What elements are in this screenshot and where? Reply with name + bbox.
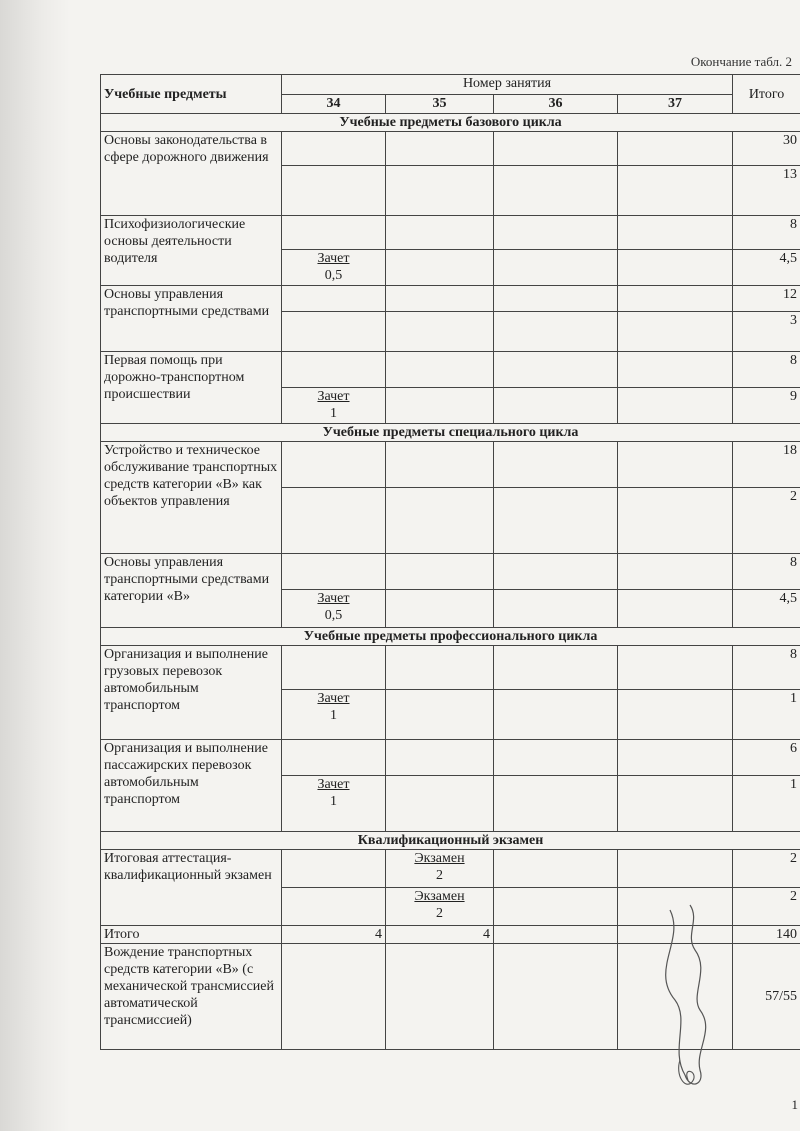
subject-driving: Вождение транспортных средств категории «В» (с механической трансмиссией автоматической трансмиссией) — [101, 944, 282, 1050]
section-basic-cycle: Учебные предметы базового цикла — [101, 114, 800, 132]
total-device-1: 18 — [733, 442, 800, 488]
total-control-1: 12 — [733, 286, 800, 312]
exam-cell-2: Экзамен 2 — [386, 888, 494, 926]
credit-passenger: Зачет 1 — [282, 776, 386, 832]
table-row — [101, 352, 800, 388]
table-row — [101, 554, 800, 590]
total-row-34: 4 — [282, 926, 386, 944]
header-lesson-number: Номер занятия — [282, 75, 733, 95]
table-row — [101, 132, 800, 166]
total-firstaid-2: 9 — [733, 388, 800, 424]
header-lesson-35: 35 — [386, 95, 494, 114]
total-driving: 57/55 — [733, 944, 800, 1050]
schedule-table — [100, 74, 800, 1050]
total-control-b-2: 4,5 — [733, 590, 800, 628]
section-special-cycle: Учебные предметы специального цикла — [101, 424, 800, 442]
subject-control-b: Основы управления транспортными средствами категории «В» — [101, 554, 282, 628]
total-law-1: 30 — [733, 132, 800, 166]
subject-exam: Итоговая аттестация-квалификационный экзамен — [101, 850, 282, 926]
total-passenger-2: 1 — [733, 776, 800, 832]
section-qualification-exam: Квалификационный экзамен — [101, 832, 800, 850]
total-control-2: 3 — [733, 312, 800, 352]
table-row — [101, 944, 800, 1050]
table-row — [101, 740, 800, 776]
total-psych-2: 4,5 — [733, 250, 800, 286]
total-row-35: 4 — [386, 926, 494, 944]
table-row-total — [101, 926, 800, 944]
subject-psych: Психофизиологические основы деятельности водителя — [101, 216, 282, 286]
total-row-label: Итого — [101, 926, 282, 944]
section-professional-cycle: Учебные предметы профессионального цикла — [101, 628, 800, 646]
table-row — [101, 442, 800, 488]
total-psych-1: 8 — [733, 216, 800, 250]
credit-control-b: Зачет 0,5 — [282, 590, 386, 628]
table-row — [101, 646, 800, 690]
total-exam-1: 2 — [733, 850, 800, 888]
header-subjects: Учебные предметы — [101, 75, 282, 114]
header-lesson-37: 37 — [618, 95, 733, 114]
total-control-b-1: 8 — [733, 554, 800, 590]
header-lesson-36: 36 — [494, 95, 618, 114]
total-exam-2: 2 — [733, 888, 800, 926]
table-row — [101, 850, 800, 888]
scan-edge-shadow — [0, 0, 70, 1131]
table-row — [101, 216, 800, 250]
table-row — [101, 286, 800, 312]
exam-cell-1: Экзамен 2 — [386, 850, 494, 888]
subject-law: Основы законодательства в сфере дорожного движения — [101, 132, 282, 216]
total-passenger-1: 6 — [733, 740, 800, 776]
total-cargo-1: 8 — [733, 646, 800, 690]
table-continuation-note: Окончание табл. 2 — [690, 54, 792, 69]
subject-device: Устройство и техническое обслуживание транспортных средств категории «В» как объектов управления — [101, 442, 282, 554]
total-cargo-2: 1 — [733, 690, 800, 740]
table-header-row — [101, 75, 800, 95]
header-total: Итого — [733, 75, 800, 114]
total-firstaid-1: 8 — [733, 352, 800, 388]
total-row-sum: 140 — [733, 926, 800, 944]
subject-passenger: Организация и выполнение пассажирских перевозок автомобильным транспортом — [101, 740, 282, 832]
page-number: 1 — [791, 1097, 798, 1112]
total-device-2: 2 — [733, 488, 800, 554]
credit-psych: Зачет 0,5 — [282, 250, 386, 286]
subject-firstaid: Первая помощь при дорожно-транспортном происшествии — [101, 352, 282, 424]
credit-cargo: Зачет 1 — [282, 690, 386, 740]
total-law-2: 13 — [733, 166, 800, 216]
subject-cargo: Организация и выполнение грузовых перевозок автомобильным транспортом — [101, 646, 282, 740]
subject-control: Основы управления транспортными средствами — [101, 286, 282, 352]
header-lesson-34: 34 — [282, 95, 386, 114]
credit-firstaid: Зачет 1 — [282, 388, 386, 424]
